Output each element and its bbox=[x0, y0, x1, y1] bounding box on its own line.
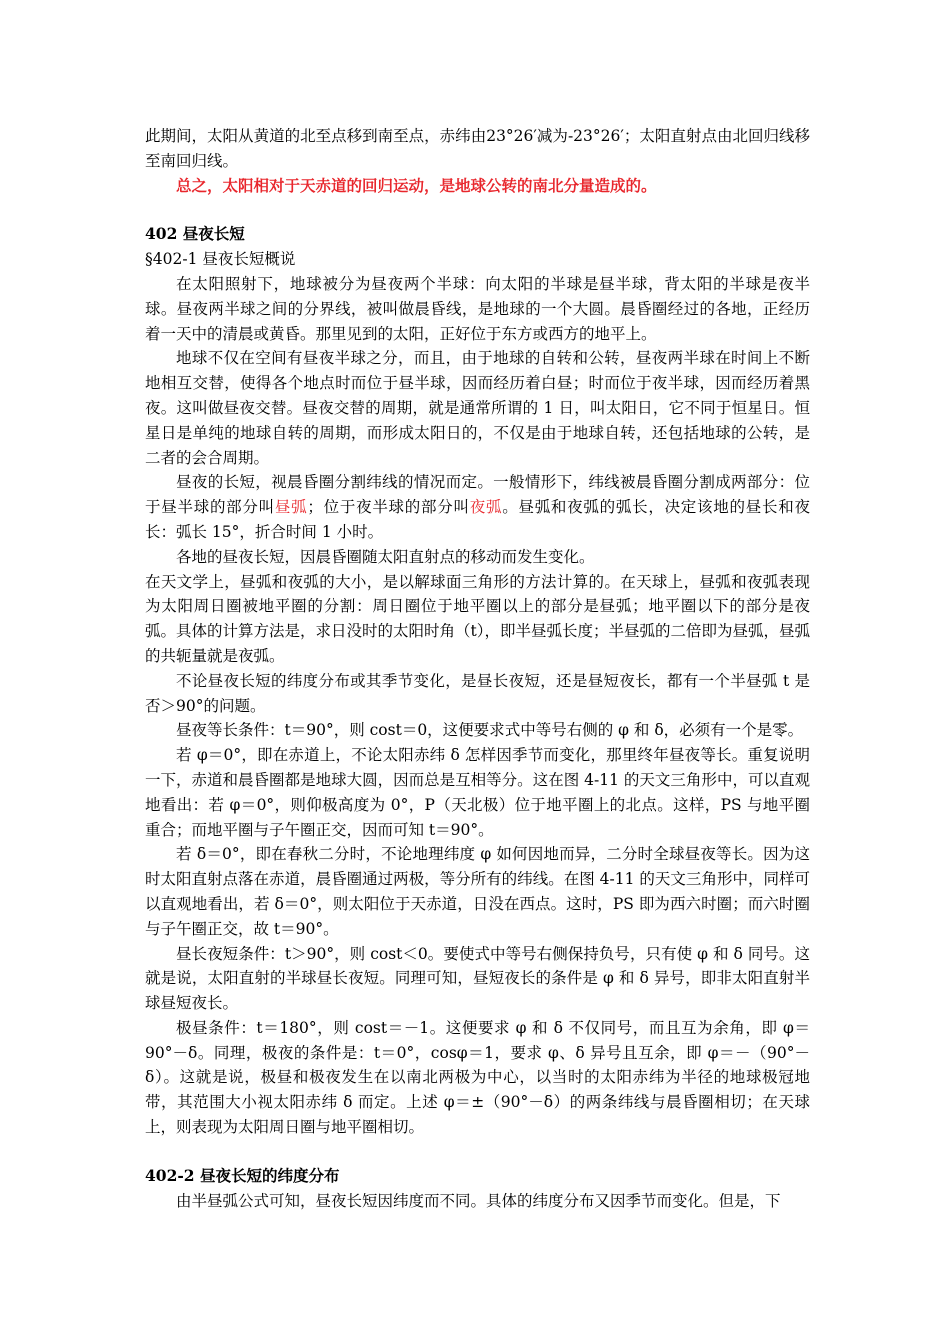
document-page bbox=[145, 124, 810, 1213]
term-day-arc: 昼弧 bbox=[274, 498, 308, 517]
paragraph-equator-case: 若 φ＝0°，即在赤道上，不论太阳赤纬 δ 怎样因季节而变化，那里终年昼夜等长。重复说明一下，赤道和晨昏圈都是地球大圆，因而总是互相等分。这在图 4-11 的天文三角形中，可以直观地看出：若 φ＝0°，则仰极高度为 0°，P（天北极）位于地平圈上的北点。这样，PS 与地平圈重合；而地平圈与子午圈正交，因而可知 t＝90°。 bbox=[145, 746, 810, 839]
text-segment: ；位于夜半球的部分叫 bbox=[307, 498, 470, 517]
paragraph-day-arc-night-arc bbox=[145, 470, 810, 544]
paragraph-equal-condition: 昼夜等长条件：t＝90°，则 cost＝0，这便要求式中等号右侧的 φ 和 δ，必须有一个是零。 bbox=[176, 721, 804, 740]
subsection-heading-402-2: 402-2 昼夜长短的纬度分布 bbox=[145, 1165, 340, 1185]
section-heading-402: 402 昼夜长短 bbox=[145, 224, 245, 244]
paragraph-day-night-alternation: 地球不仅在空间有昼夜半球之分，而且，由于地球的自转和公转，昼夜两半球在时间上不断地相互交替，使得各个地点时而位于昼半球，因而经历着白昼；时而位于夜半球，因而经历着黑夜。这叫做昼夜交替。昼夜交替的周期，就是通常所谓的 1 日，叫太阳日，它不同于恒星日。恒星日是单纯的地球自转的周期，而形成太阳日的，不仅是由于地球自转，还包括地球的公转，是二者的会合周期。 bbox=[145, 349, 810, 467]
paragraph-half-arc-question: 不论昼夜长短的纬度分布或其季节变化，是昼长夜短，还是昼短夜长，都有一个半昼弧 t 是否＞90°的问题。 bbox=[145, 671, 810, 715]
paragraph-solstice-shift: 此期间，太阳从黄道的北至点移到南至点，赤纬由23°26′减为-23°26′；太阳直射点由北回归线移至南回归线。 bbox=[145, 127, 810, 170]
term-night-arc: 夜弧 bbox=[469, 498, 503, 517]
text-segment: 昼夜的长短，视晨昏圈分割纬线的情况而定。一般情形下，纬线被晨昏圈分割成两部分：位于昼半球的部分叫 bbox=[145, 473, 810, 517]
summary-emphasis: 总之，太阳相对于天赤道的回归运动，是地球公转的南北分量造成的。 bbox=[176, 175, 657, 195]
paragraph-variation: 各地的昼夜长短，因晨昏圈随太阳直射点的移动而发生变化。 bbox=[176, 547, 595, 566]
paragraph-latitude-distribution: 由半昼弧公式可知，昼夜长短因纬度而不同。具体的纬度分布又因季节而变化。但是，下 bbox=[176, 1191, 781, 1210]
paragraph-polar-day-condition: 极昼条件：t＝180°，则 cost＝－1。这便要求 φ 和 δ 不仅同号，而且互为余角，即 φ＝90°－δ。同理，极夜的条件是：t＝0°，cosφ＝1，要求 φ、δ 异号且互余，即 φ＝－（90°－δ）。这就是说，极昼和极夜发生在以南北两极为中心，以当时的太阳赤纬为半径的地球极冠地带，其范围大小视太阳赤纬 δ 而定。上述 φ＝±（90°－δ）的两条纬线与晨昏圈相切；在天球上，则表现为太阳周日圈与地平圈相切。 bbox=[145, 1018, 810, 1137]
paragraph-equinox-case: 若 δ＝0°，即在春秋二分时，不论地理纬度 φ 如何因地而异，二分时全球昼夜等长。因为这时太阳直射点落在赤道，晨昏圈通过两极，等分所有的纬线。在图 4-11 的天文三角形中，同样可以直观地看出，若 δ＝0°，则太阳位于天赤道，日没在西点。这时，PS 即为西六时圈；而六时圈与子午圈正交，故 t＝90°。 bbox=[145, 845, 810, 938]
text-segment: 。昼弧和夜弧的弧长，决定该地的昼长和夜长：弧长 15°，折合时间 1 小时。 bbox=[145, 498, 810, 541]
paragraph-long-day-condition: 昼长夜短条件：t＞90°，则 cost＜0。要使式中等号右侧保持负号，只有使 φ 和 δ 同号。这就是说，太阳直射的半球昼长夜短。同理可知，昼短夜长的条件是 φ 和 δ 异号，即非太阳直射半球昼短夜长。 bbox=[145, 944, 810, 1013]
paragraph-astronomy-calc: 在天文学上，昼弧和夜弧的大小，是以解球面三角形的方法计算的。在天球上，昼弧和夜弧表现为太阳周日圈被地平圈的分割：周日圈位于地平圈以上的部分是昼弧；地平圈以下的部分是夜弧。具体的计算方法是，求日没时的太阳时角（t），即半昼弧长度；半昼弧的二倍即为昼弧，昼弧的共轭量就是夜弧。 bbox=[145, 572, 810, 665]
subsection-heading-402-1: §402-1 昼夜长短概说 bbox=[145, 250, 296, 269]
paragraph-day-night-hemispheres: 在太阳照射下，地球被分为昼夜两个半球：向太阳的半球是昼半球，背太阳的半球是夜半球。昼夜两半球之间的分界线，被叫做晨昏线，是地球的一个大圆。晨昏圈经过的各地，正经历着一天中的清晨或黄昏。那里见到的太阳，正好位于东方或西方的地平上。 bbox=[145, 274, 810, 343]
